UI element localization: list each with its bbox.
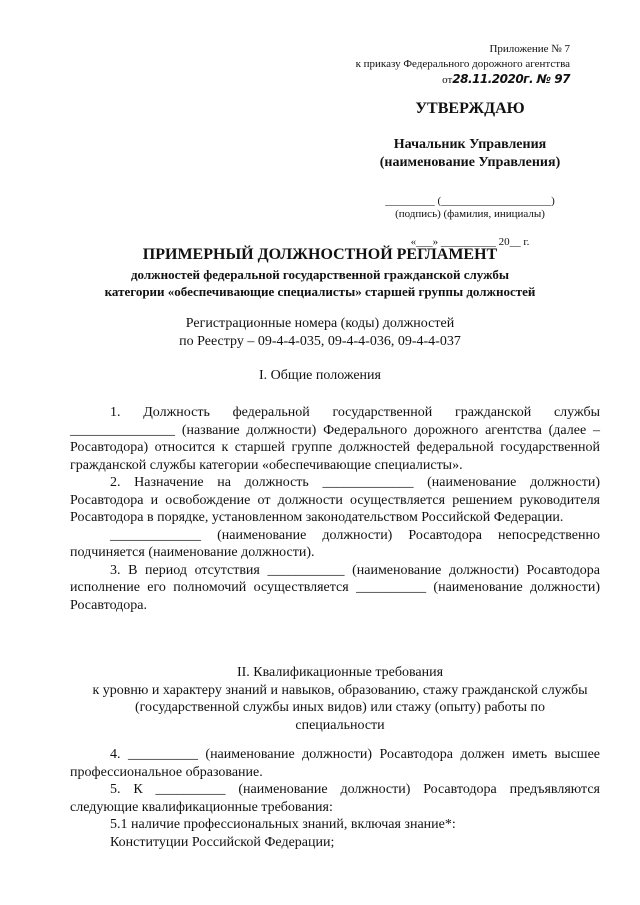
signature-blank: _________ (____________________): [385, 195, 555, 207]
handwritten-date-number: 28.11.2020г. № 97: [452, 72, 570, 86]
approval-head-line2: (наименование Управления): [379, 155, 561, 170]
paragraph-3: 3. В период отсутствия ___________ (наименование должности) Росавтодора исполнение его полномочий осуществляется __________ (наименование должности) Росавтодора.: [70, 562, 600, 613]
approval-title: УТВЕРЖДАЮ: [415, 100, 525, 117]
paragraph-5-1: 5.1 наличие профессиональных знаний, включая знание*:: [110, 817, 456, 832]
reg-line1: Регистрационные номера (коды) должностей: [185, 316, 455, 331]
approval-block: [360, 100, 580, 248]
appendix-date: [356, 72, 570, 88]
subtitle-line1: должностей федеральной государственной гражданской службы: [130, 267, 510, 282]
paragraph-5-2: Конституции Российской Федерации;: [110, 834, 335, 850]
approval-head-line1: Начальник Управления: [393, 137, 547, 152]
appendix-number: Приложение № 7: [489, 43, 570, 55]
section2-heading-line2: к уровню и характеру знаний и навыков, образованию, стажу гражданской службы (государственной службы иных видов) или стажу (опыту) работы по специальности: [92, 682, 588, 733]
paragraph-5: 5. К __________ (наименование должности) Росавтодора предъявляются следующие квалификационные требования:: [70, 782, 600, 815]
reg-line2: по Реестру – 09-4-4-035, 09-4-4-036, 09-4-4-037: [179, 334, 461, 349]
section2-heading-line1: II. Квалификационные требования: [236, 665, 444, 680]
appendix-order: к приказу Федерального дорожного агентства: [355, 58, 570, 70]
paragraph-4: 4. __________ (наименование должности) Росавтодора должен иметь высшее профессиональное образование.: [70, 747, 600, 780]
paragraph-1: 1. Должность федеральной государственной гражданской службы _______________ (название должности) Федерального дорожного агентства (далее – Росавтодора) относится к старшей группе должностей федеральной государственной гражданской службы категории «обеспечивающие специалисты».: [70, 405, 600, 473]
section1-heading: I. Общие положения: [259, 368, 381, 383]
approval-date-line: «___» __________ 20__ г.: [410, 236, 530, 248]
appendix-block: [356, 42, 570, 88]
document-title: ПРИМЕРНЫЙ ДОЛЖНОСТНОЙ РЕГЛАМЕНТ: [142, 246, 498, 263]
section2-heading: [90, 664, 590, 734]
registration-codes: [0, 315, 640, 351]
appendix-date-prefix: от: [442, 74, 453, 86]
subtitle-line2: категории «обеспечивающие специалисты» старшей группы должностей: [104, 284, 536, 299]
signature-caption: (подпись) (фамилия, инициалы): [395, 208, 545, 220]
section2-body: [70, 746, 600, 851]
paragraph-2: 2. Назначение на должность _____________ (наименование должности) Росавтодора и освобождение от должности осуществляется решением руководителя Росавтодора в порядке, установленном законодательством Российской Федерации.: [70, 475, 600, 525]
section1-body: [70, 404, 600, 614]
paragraph-2b: _____________ (наименование должности) Росавтодора непосредственно подчиняется (наименование должности).: [70, 527, 600, 560]
document-subtitle: [0, 266, 640, 300]
